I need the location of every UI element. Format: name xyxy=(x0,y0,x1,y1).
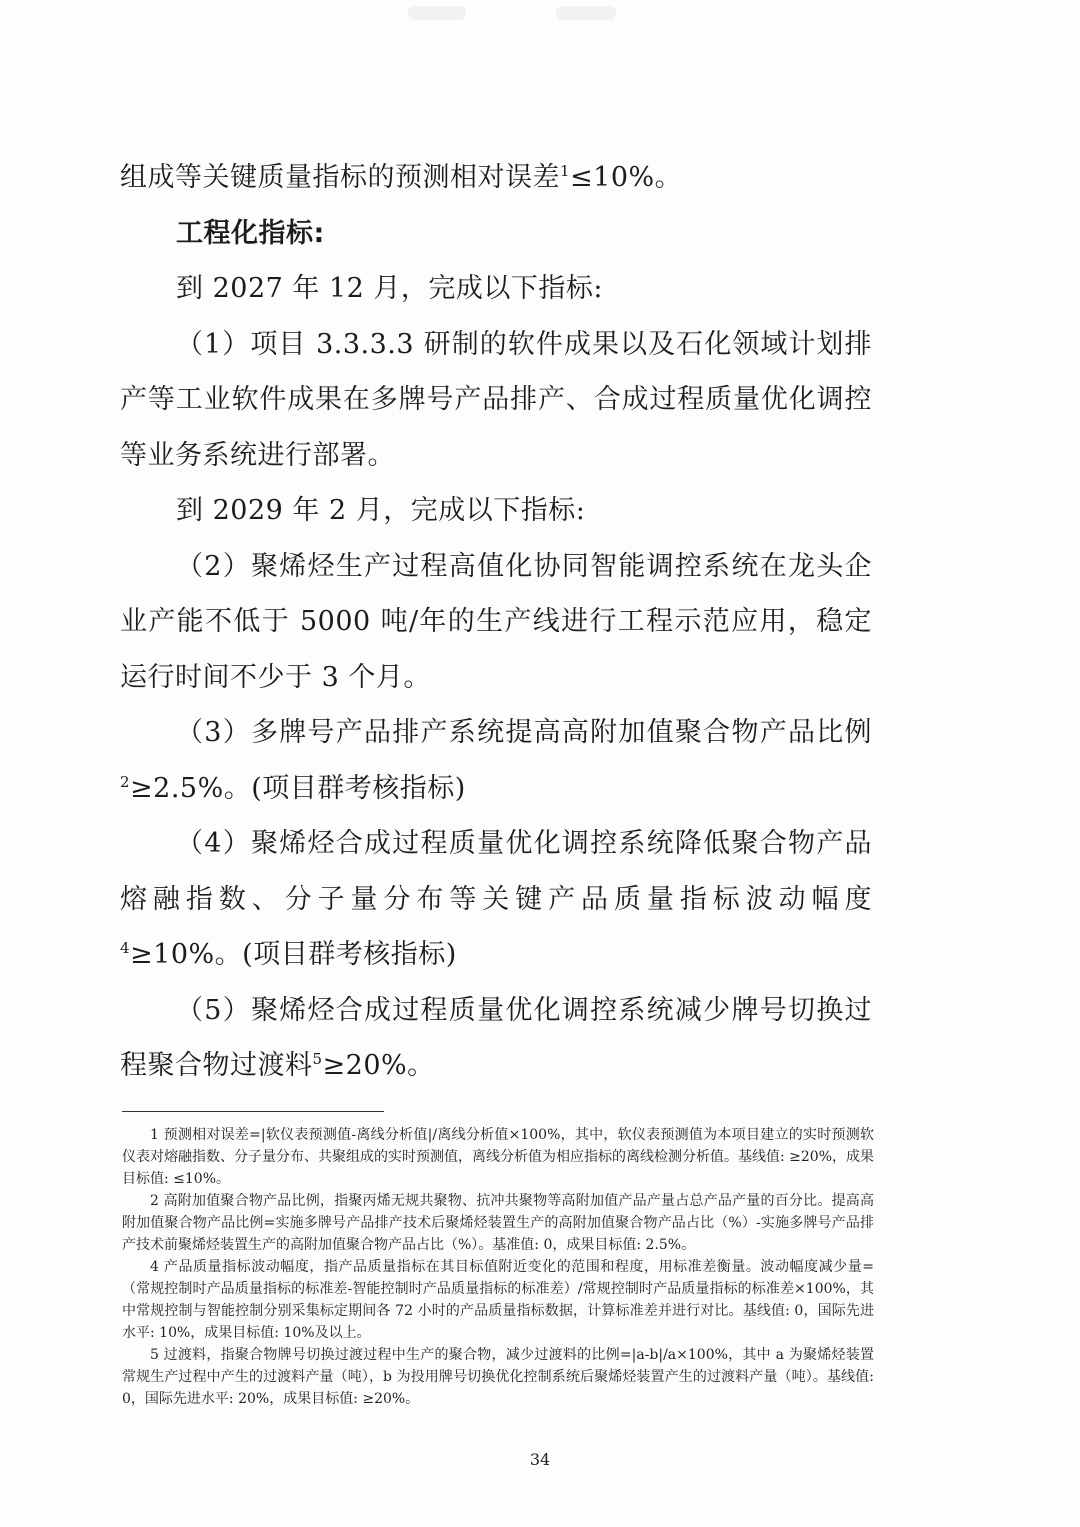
scan-artifact xyxy=(408,6,466,20)
text: ≥10%。(项目群考核指标) xyxy=(130,939,457,970)
footnote-ref: 4 xyxy=(120,939,131,957)
body-text xyxy=(120,150,872,1094)
item-2: （2）聚烯烃生产过程高值化协同智能调控系统在龙头企业产能不低于 5000 吨/年的生产线进行工程示范应用，稳定运行时间不少于 3 个月。 xyxy=(120,550,872,693)
text: （4）聚烯烃合成过程质量优化调控系统降低聚合物产品熔融指数、分子量分布等关键产品质量指标波动幅度 xyxy=(120,828,872,915)
item-5 xyxy=(120,983,872,1094)
item-3 xyxy=(120,705,872,816)
footnote-ref: 2 xyxy=(120,772,131,791)
text: ≥2.5%。(项目群考核指标) xyxy=(130,772,466,804)
text: （3）多牌号产品排产系统提高高附加值聚合物产品比例 xyxy=(176,717,872,748)
footnote-ref: 1 xyxy=(560,162,571,180)
footnote-divider xyxy=(122,1111,384,1112)
text: 组成等关键质量指标的预测相对误差 xyxy=(120,162,560,193)
footnote-ref: 5 xyxy=(312,1050,323,1068)
paragraph-continuation xyxy=(120,150,872,206)
deadline-2029: 到 2029 年 2 月，完成以下指标: xyxy=(176,495,586,526)
scan-artifact xyxy=(556,6,616,20)
text: ≥20%。 xyxy=(322,1050,435,1081)
footnote-2: 2 高附加值聚合物产品比例，指聚丙烯无规共聚物、抗冲共聚物等高附加值产品产量占总产品产量的百分比。提高高附加值聚合物产品比例=实施多牌号产品排产技术后聚烯烃装置生产的高附加值聚合物产品占比（%）-实施多牌号产品排产技术前聚烯烃装置生产的高附加值聚合物产品占比（%）。基准值: 0，成果目标值: 2.5%。 xyxy=(122,1193,874,1253)
text: （5）聚烯烃合成过程质量优化调控系统减少牌号切换过程聚合物过渡料 xyxy=(120,994,872,1081)
page-number: 34 xyxy=(529,1450,551,1469)
footnote-5: 5 过渡料，指聚合物牌号切换过渡过程中生产的聚合物，减少过渡料的比例=|a-b|/a×100%，其中 a 为聚烯烃装置常规生产过程中产生的过渡料产量（吨），b 为投用牌号切换优化控制系统后聚烯烃装置产生的过渡料产量（吨）。基线值: 0，国际先进水平: 20%，成果目标值: ≥20%。 xyxy=(122,1347,874,1407)
deadline-2027: 到 2027 年 12 月，完成以下指标: xyxy=(176,273,603,304)
section-heading: 工程化指标: xyxy=(176,217,325,249)
item-1: （1）项目 3.3.3.3 研制的软件成果以及石化领域计划排产等工业软件成果在多牌号产品排产、合成过程质量优化调控等业务系统进行部署。 xyxy=(120,328,872,471)
footnotes xyxy=(122,1124,874,1410)
item-4 xyxy=(120,816,872,983)
text: ≤10%。 xyxy=(570,162,683,193)
footnote-1: 1 预测相对误差=|软仪表预测值-离线分析值|/离线分析值×100%，其中，软仪表预测值为本项目建立的实时预测软仪表对熔融指数、分子量分布、共聚组成的实时预测值，离线分析值为相应指标的离线检测分析值。基线值: ≥20%，成果目标值: ≤10%。 xyxy=(122,1127,875,1187)
footnote-4: 4 产品质量指标波动幅度，指产品质量指标在其目标值附近变化的范围和程度，用标准差衡量。波动幅度减少量=（常规控制时产品质量指标的标准差-智能控制时产品质量指标的标准差）/常规控制时产品质量指标的标准差×100%，其中常规控制与智能控制分别采集标定期间各 72 小时的产品质量指标数据，计算标准差并进行对比。基线值: 0，国际先进水平: 10%，成果目标值: 10%及以上。 xyxy=(122,1259,874,1341)
